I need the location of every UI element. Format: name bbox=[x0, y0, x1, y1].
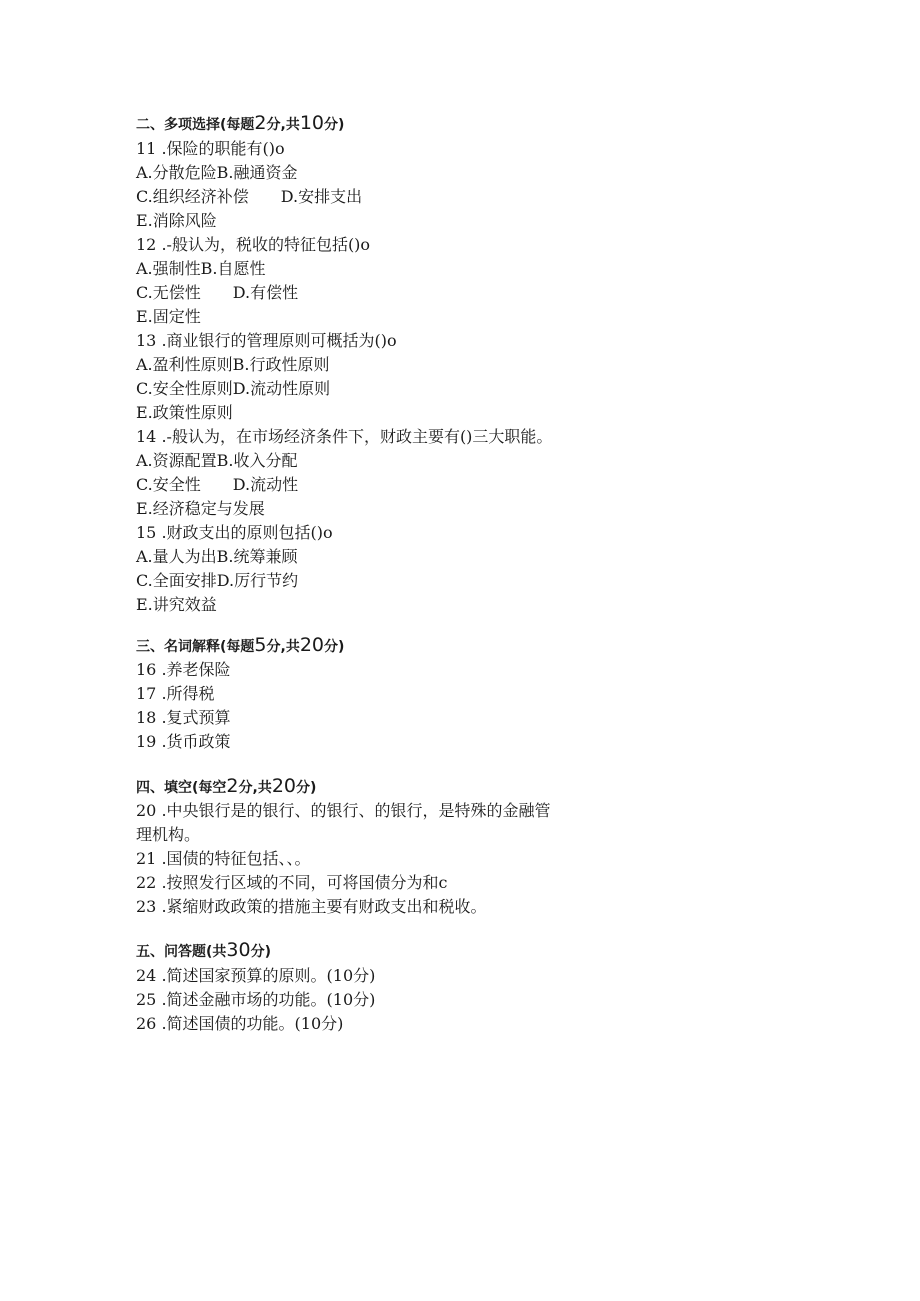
option-e: E.消除风险 bbox=[136, 211, 217, 230]
option-line bbox=[136, 185, 362, 209]
heading-text: 五、问答题(共 bbox=[136, 944, 227, 960]
question-item: 20 .中央银行是的银行、的银行、的银行，是特殊的金融管 bbox=[136, 801, 551, 820]
question-item: 22 .按照发行区域的不同，可将国债分为和c bbox=[136, 873, 448, 892]
heading-text: 二、多项选择(每题 bbox=[136, 117, 255, 133]
heading-points: 2 bbox=[254, 112, 267, 134]
question-stem: 11 .保险的职能有()o bbox=[136, 139, 285, 158]
heading-text: 分) bbox=[250, 944, 271, 960]
option-line: C.全面安排D.厉行节约 bbox=[136, 571, 299, 590]
question-item: 21 .国债的特征包括、、。 bbox=[136, 849, 311, 868]
option-c: C.组织经济补偿 bbox=[136, 187, 249, 206]
option-line: A.盈利性原则B.行政性原则 bbox=[136, 355, 330, 374]
option-line: A.资源配置B.收入分配 bbox=[136, 451, 298, 470]
section-heading-fill-in bbox=[136, 774, 316, 798]
option-e: E.政策性原则 bbox=[136, 403, 233, 422]
heading-total: 30 bbox=[226, 939, 251, 961]
option-line bbox=[136, 473, 298, 497]
question-item: 16 .养老保险 bbox=[136, 660, 231, 679]
question-stem: 12 .-般认为，税收的特征包括()o bbox=[136, 235, 371, 254]
heading-text: 三、名词解释(每题 bbox=[136, 639, 255, 655]
heading-text: 分) bbox=[324, 639, 345, 655]
question-item: 17 .所得税 bbox=[136, 684, 215, 703]
heading-text: 分,共 bbox=[238, 780, 272, 796]
option-e: E.经济稳定与发展 bbox=[136, 499, 265, 518]
section-heading-essay bbox=[136, 938, 271, 962]
question-item-continuation: 理机构。 bbox=[136, 825, 201, 844]
section-heading-multiple-choice bbox=[136, 111, 344, 135]
heading-text: 分,共 bbox=[266, 117, 300, 133]
option-d: D.安排支出 bbox=[280, 187, 363, 206]
question-stem: 15 .财政支出的原则包括()o bbox=[136, 523, 333, 542]
heading-points: 2 bbox=[226, 775, 239, 797]
question-item: 18 .复式预算 bbox=[136, 708, 231, 727]
option-e: E.讲究效益 bbox=[136, 595, 217, 614]
option-line bbox=[136, 281, 298, 305]
question-item: 24 .简述国家预算的原则。(10分) bbox=[136, 966, 376, 985]
question-stem: 13 .商业银行的管理原则可概括为()o bbox=[136, 331, 397, 350]
option-c: C.安全性 bbox=[136, 475, 201, 494]
option-line: A.分散危险B.融通资金 bbox=[136, 163, 298, 182]
heading-total: 10 bbox=[299, 112, 325, 134]
heading-text: 分,共 bbox=[266, 639, 300, 655]
option-d: D.有偿性 bbox=[232, 283, 299, 302]
heading-total: 20 bbox=[299, 634, 325, 656]
option-line: A.强制性B.自愿性 bbox=[136, 259, 266, 278]
option-c: C.无偿性 bbox=[136, 283, 201, 302]
option-line: C.安全性原则D.流动性原则 bbox=[136, 379, 331, 398]
heading-text: 分) bbox=[324, 117, 345, 133]
question-item: 19 .货币政策 bbox=[136, 732, 231, 751]
option-line: A.量人为出B.统筹兼顾 bbox=[136, 547, 298, 566]
question-item: 26 .简述国债的功能。(10分) bbox=[136, 1014, 344, 1033]
question-stem: 14 .-般认为，在市场经济条件下，财政主要有()三大职能。 bbox=[136, 427, 553, 446]
heading-total: 20 bbox=[271, 775, 297, 797]
question-item: 25 .简述金融市场的功能。(10分) bbox=[136, 990, 376, 1009]
section-heading-term-definitions bbox=[136, 633, 344, 657]
heading-text: 四、填空(每空 bbox=[136, 780, 227, 796]
question-item: 23 .紧缩财政政策的措施主要有财政支出和税收。 bbox=[136, 897, 487, 916]
heading-points: 5 bbox=[254, 634, 267, 656]
option-e: E.固定性 bbox=[136, 307, 201, 326]
option-d: D.流动性 bbox=[232, 475, 299, 494]
heading-text: 分) bbox=[296, 780, 317, 796]
